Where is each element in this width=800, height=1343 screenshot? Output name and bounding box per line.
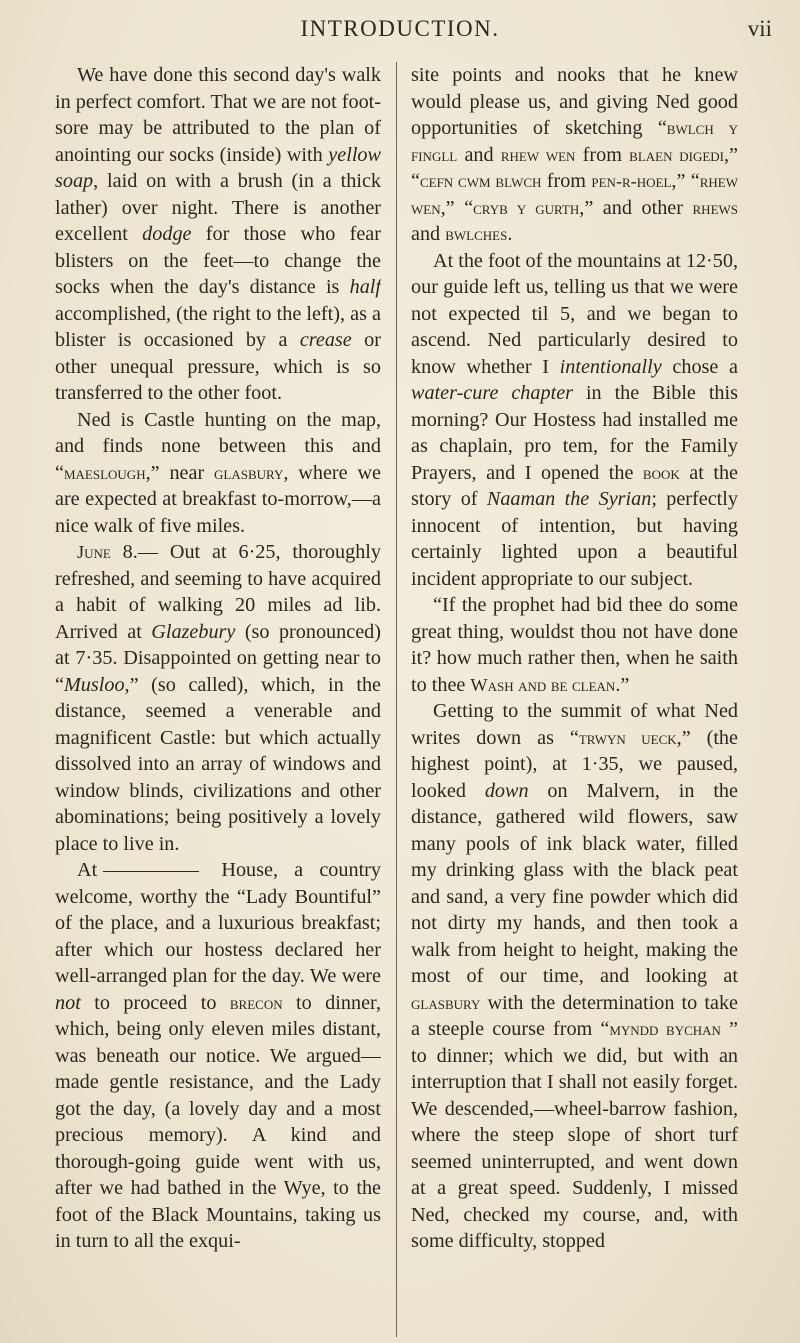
right-column bbox=[411, 62, 738, 1332]
paragraph: site points and nooks that he knew would please us, and giving Ned good opportunities of sketching “bwlch y fingll and rhew wen from blaen digedi,” “cefn cwm blwch from pen-r-hoel,” “rhew wen,” “cryb y gurth,” and other rhews and bwlches. bbox=[411, 64, 738, 245]
paragraph: We have done this second day's walk in perfect comfort. That we are not foot-sore may be attributed to the plan of anointing our socks (inside) with yellow soap, laid on with a brush (in a thick lather) over night. There is another excellent dodge for those who fear blisters on the feet—to change the socks when the day's distance is half accomplished, (the right to the left), as a blister is occasioned by a crease or other unequal pressure, which is so transferred to the other foot. bbox=[55, 64, 381, 404]
left-column bbox=[55, 62, 381, 1332]
blank-dash bbox=[103, 871, 199, 872]
paragraph: “If the prophet had bid thee do some great thing, wouldst thou not have done it? how much rather then, when he saith to thee Wash and be clean.” bbox=[411, 594, 738, 696]
paragraph: At the foot of the mountains at 12·50, our guide left us, telling us that we were not expected til 5, and we began to ascend. Ned particularly desired to know whether I intentionally chose a water-cure chapter in the Bible this morning? Our Hostess had installed me as chaplain, pro tem, for the Family Prayers, and I opened the book at the story of Naaman the Syrian; perfectly innocent of intention, but having certainly lighted upon a beautiful incident appropriate to our subject. bbox=[411, 249, 738, 590]
running-head: INTRODUCTION. bbox=[300, 16, 500, 41]
paragraph: June 8.— Out at 6·25, thoroughly refreshed, and seeming to have acquired a habit of walking 20 miles ad lib. Arrived at Glazebury (so pronounced) at 7·35. Disappointed on getting near to “Musloo,” (so called), which, in the distance, seemed a venerable and magnificent Castle: but which actually dissolved into an array of windows and window blinds, civilizations and other abominations; being positively a lovely place to live in. bbox=[55, 541, 381, 855]
column-rule bbox=[396, 62, 397, 1337]
page-header bbox=[0, 16, 800, 48]
paragraph: Getting to the summit of what Ned writes down as “trwyn ueck,” (the highest point), at 1·35, we paused, looked down on Malvern, in the distance, gathered wild flowers, saw many pools of ink black water, filled my drinking glass with the black peat and sand, a very fine powder which did not dirty my hands, and then took a walk from height to height, making the most of our time, and looking at glasbury with the determination to take a steeple course from “myndd bychan ” to dinner; which we did, but with an interruption that I shall not easily forget. We descended,—wheel-barrow fashion, where the steep slope of short turf seemed uninterrupted, and went down at a great speed. Suddenly, I missed Ned, checked my course, and, with some difficulty, stopped bbox=[411, 700, 738, 1252]
paragraph: Ned is Castle hunting on the map, and finds none between this and “maeslough,” near glasbury, where we are expected at breakfast to-morrow,—a nice walk of five miles. bbox=[55, 408, 381, 537]
paragraph: At House, a country welcome, worthy the “Lady Bountiful” of the place, and a luxurious breakfast; after which our hostess declared her well-arranged plan for the day. We were not to proceed to brecon to dinner, which, being only eleven miles distant, was beneath our notice. We argued—made gentle resistance, and the Lady got the day, (a lovely day and a most precious memory). A kind and thorough-going guide went with us, after we had bathed in the Wye, to the foot of the Black Mountains, taking us in turn to all the exqui- bbox=[55, 859, 381, 1252]
page-number: vii bbox=[747, 16, 772, 41]
